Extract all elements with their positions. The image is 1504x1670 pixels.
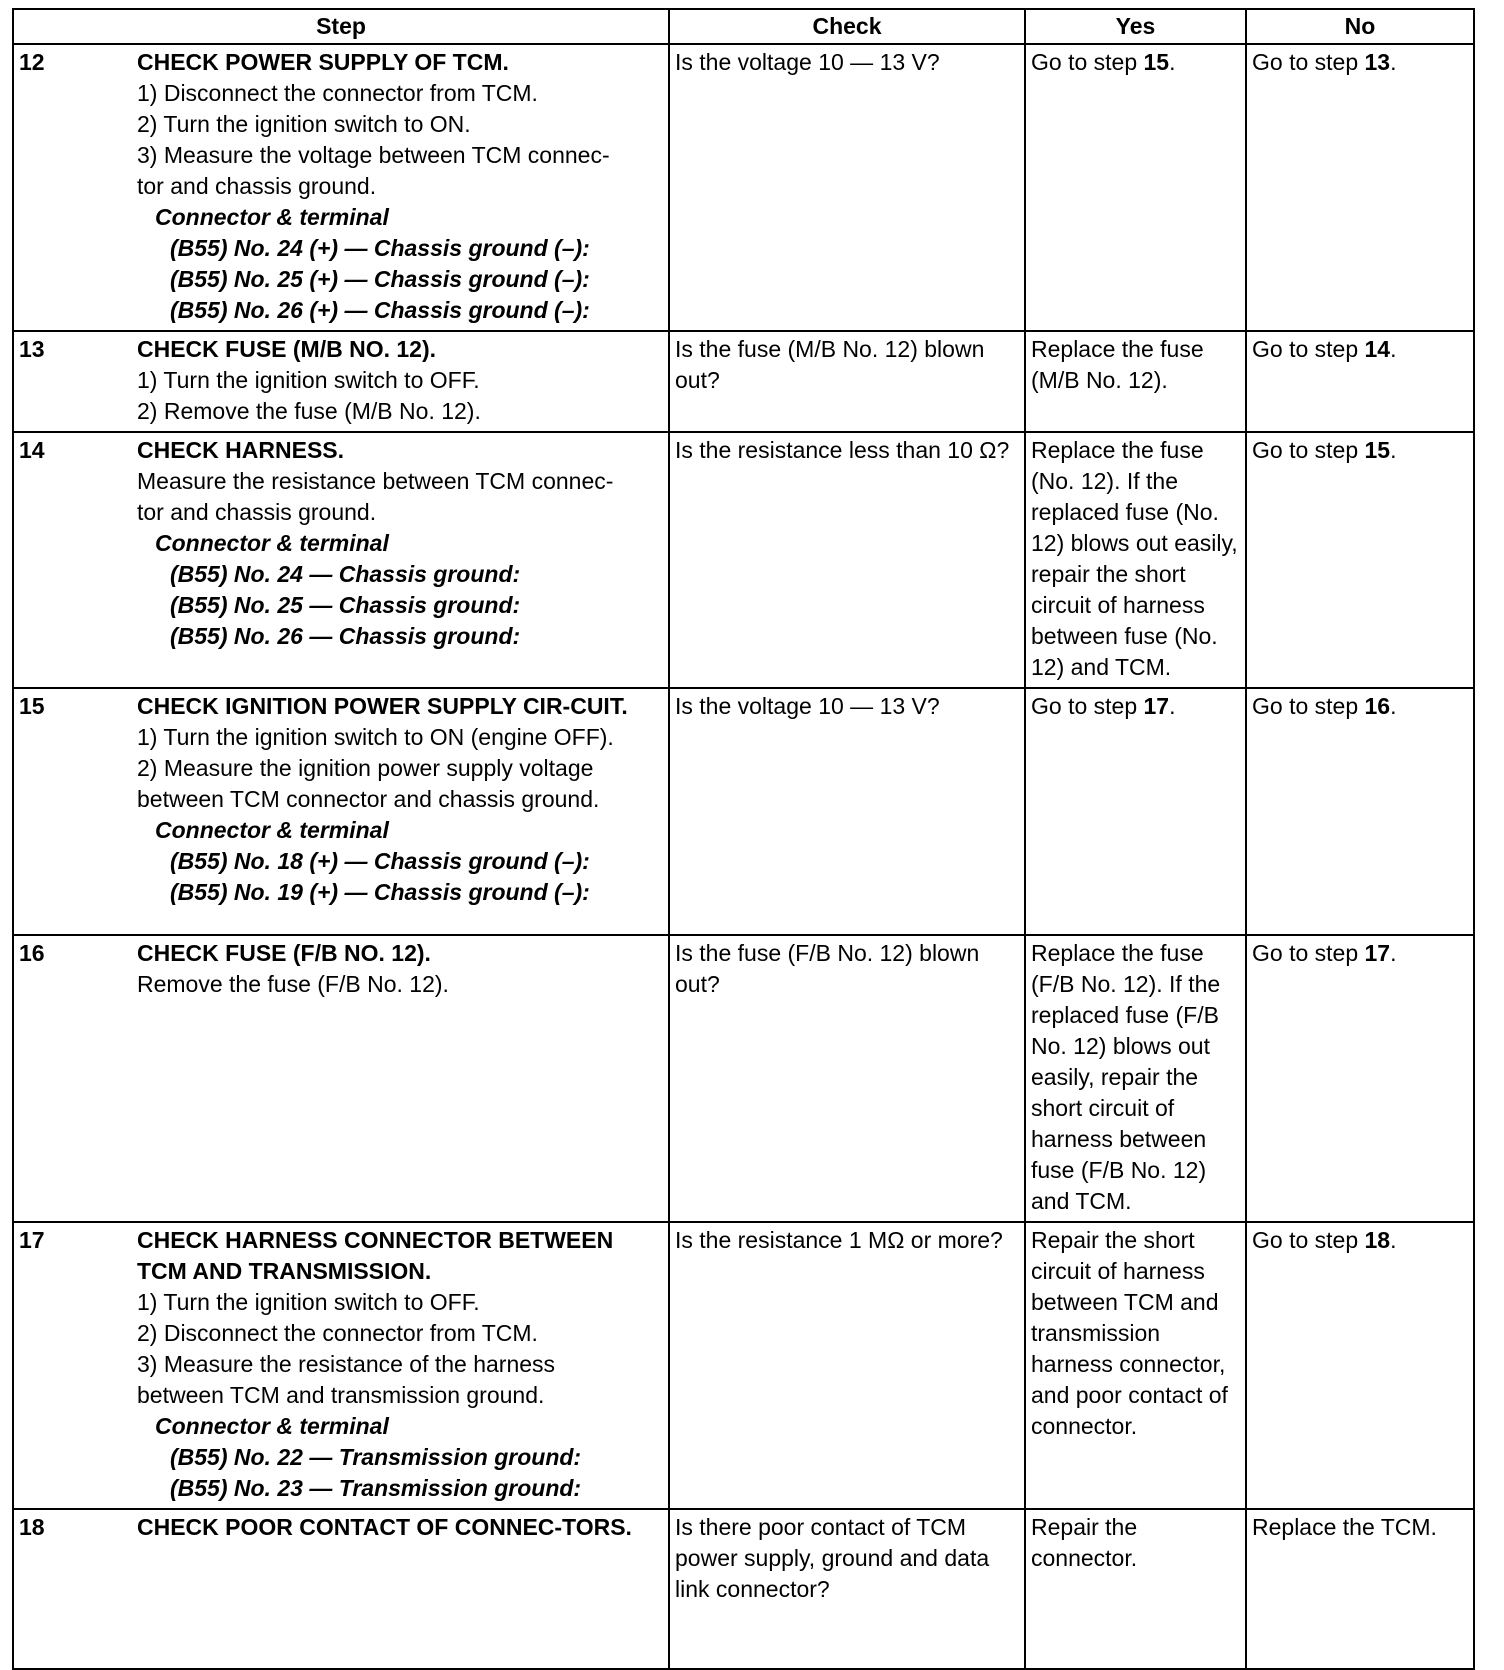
step-line: tor and chassis ground.	[137, 173, 377, 199]
step-line: Remove the fuse (F/B No. 12).	[137, 971, 449, 997]
goto-step: 13	[1364, 49, 1391, 75]
no-cell	[1246, 935, 1474, 1222]
step-line: tor and chassis ground.	[137, 499, 377, 525]
goto-tail: .	[1390, 1227, 1397, 1253]
table-row	[13, 331, 1474, 432]
terminal-spec: (B55) No. 19 (+) — Chassis ground (–):	[170, 879, 590, 905]
yes-cell: Replace the fuse (M/B No. 12).	[1025, 331, 1246, 432]
goto-tail: .	[1169, 49, 1176, 75]
check-cell: Is there poor contact of TCM power supply, ground and data link connector?	[669, 1509, 1025, 1669]
no-cell	[1246, 432, 1474, 688]
step-cell	[13, 1509, 669, 1669]
yes-cell: Repair the connector.	[1025, 1509, 1246, 1669]
terminal-spec: (B55) No. 24 (+) — Chassis ground (–):	[170, 235, 590, 261]
connector-terminal-heading: Connector & terminal	[155, 204, 389, 230]
check-cell: Is the fuse (M/B No. 12) blown out?	[669, 331, 1025, 432]
connector-terminal-heading: Connector & terminal	[155, 1413, 389, 1439]
yes-cell	[1025, 688, 1246, 935]
step-line: 2) Disconnect the connector from TCM.	[137, 1320, 538, 1346]
step-number: 12	[19, 49, 45, 75]
diagnostic-table	[12, 8, 1475, 1670]
yes-cell	[1025, 44, 1246, 331]
goto-tail: .	[1390, 940, 1397, 966]
goto-text: Go to step	[1252, 1227, 1365, 1253]
no-cell	[1246, 331, 1474, 432]
step-title: CHECK HARNESS CONNECTOR BETWEEN TCM AND TRANSMISSION.	[137, 1227, 614, 1284]
step-number: 18	[19, 1514, 45, 1540]
step-line: between TCM connector and chassis ground.	[137, 786, 600, 812]
header-yes: Yes	[1025, 9, 1246, 44]
step-title: CHECK FUSE (F/B NO. 12).	[137, 940, 431, 966]
table-row	[13, 1509, 1474, 1669]
step-title: CHECK FUSE (M/B NO. 12).	[137, 336, 437, 362]
yes-cell: Repair the short circuit of harness between TCM and transmission harness connector, and poor contact of connector.	[1025, 1222, 1246, 1509]
goto-tail: .	[1169, 693, 1176, 719]
yes-cell: Replace the fuse (No. 12). If the replaced fuse (No. 12) blows out easily, repair the short circuit of harness between fuse (No. 12) and TCM.	[1025, 432, 1246, 688]
header-no: No	[1246, 9, 1474, 44]
step-line: 1) Turn the ignition switch to OFF.	[137, 367, 480, 393]
goto-step: 17	[1364, 940, 1391, 966]
connector-terminal-heading: Connector & terminal	[155, 817, 389, 843]
step-number: 14	[19, 437, 45, 463]
step-title: CHECK IGNITION POWER SUPPLY CIR-CUIT.	[137, 693, 628, 719]
goto-tail: .	[1390, 693, 1397, 719]
terminal-spec: (B55) No. 24 — Chassis ground:	[170, 561, 521, 587]
goto-text: Go to step	[1252, 940, 1365, 966]
goto-tail: .	[1390, 49, 1397, 75]
table-row	[13, 432, 1474, 688]
terminal-spec: (B55) No. 26 (+) — Chassis ground (–):	[170, 297, 590, 323]
step-number: 17	[19, 1227, 45, 1253]
step-number: 13	[19, 336, 45, 362]
terminal-spec: (B55) No. 25 (+) — Chassis ground (–):	[170, 266, 590, 292]
step-line: Measure the resistance between TCM connec-	[137, 468, 614, 494]
check-cell: Is the voltage 10 — 13 V?	[669, 688, 1025, 935]
check-cell: Is the resistance less than 10 Ω?	[669, 432, 1025, 688]
header-step: Step	[13, 9, 669, 44]
step-number: 16	[19, 940, 45, 966]
step-title: CHECK HARNESS.	[137, 437, 345, 463]
step-line: between TCM and transmission ground.	[137, 1382, 545, 1408]
terminal-spec: (B55) No. 26 — Chassis ground:	[170, 623, 521, 649]
header-check: Check	[669, 9, 1025, 44]
table-row	[13, 1222, 1474, 1509]
step-line: 1) Turn the ignition switch to OFF.	[137, 1289, 480, 1315]
no-cell: Replace the TCM.	[1246, 1509, 1474, 1669]
no-cell	[1246, 1222, 1474, 1509]
goto-step: 18	[1364, 1227, 1391, 1253]
step-line: 2) Remove the fuse (M/B No. 12).	[137, 398, 481, 424]
yes-cell: Replace the fuse (F/B No. 12). If the replaced fuse (F/B No. 12) blows out easily, repair the short circuit of harness between fuse (F/B No. 12) and TCM.	[1025, 935, 1246, 1222]
connector-terminal-heading: Connector & terminal	[155, 530, 389, 556]
goto-step: 16	[1364, 693, 1391, 719]
goto-text: Go to step	[1252, 693, 1365, 719]
step-line: 2) Turn the ignition switch to ON.	[137, 111, 471, 137]
step-number: 15	[19, 693, 45, 719]
table-row	[13, 935, 1474, 1222]
goto-step: 15	[1364, 437, 1391, 463]
step-line: 2) Measure the ignition power supply voltage	[137, 755, 594, 781]
goto-text: Go to step	[1252, 336, 1365, 362]
check-cell: Is the voltage 10 — 13 V?	[669, 44, 1025, 331]
check-cell: Is the fuse (F/B No. 12) blown out?	[669, 935, 1025, 1222]
goto-text: Go to step	[1031, 49, 1144, 75]
step-title: CHECK POWER SUPPLY OF TCM.	[137, 49, 509, 75]
goto-tail: .	[1390, 437, 1397, 463]
step-line: 1) Disconnect the connector from TCM.	[137, 80, 538, 106]
goto-text: Go to step	[1252, 49, 1365, 75]
goto-step: 15	[1143, 49, 1170, 75]
terminal-spec: (B55) No. 23 — Transmission ground:	[170, 1475, 582, 1501]
header-row	[13, 9, 1474, 44]
table-row	[13, 688, 1474, 935]
step-cell	[13, 432, 669, 688]
no-cell	[1246, 44, 1474, 331]
step-line: 3) Measure the voltage between TCM connec-	[137, 142, 610, 168]
terminal-spec: (B55) No. 22 — Transmission ground:	[170, 1444, 582, 1470]
step-cell	[13, 935, 669, 1222]
step-line: 1) Turn the ignition switch to ON (engine OFF).	[137, 724, 614, 750]
terminal-spec: (B55) No. 18 (+) — Chassis ground (–):	[170, 848, 590, 874]
goto-text: Go to step	[1252, 437, 1365, 463]
check-cell: Is the resistance 1 MΩ or more?	[669, 1222, 1025, 1509]
no-cell	[1246, 688, 1474, 935]
step-cell	[13, 44, 669, 331]
terminal-spec: (B55) No. 25 — Chassis ground:	[170, 592, 521, 618]
goto-text: Go to step	[1031, 693, 1144, 719]
step-cell	[13, 331, 669, 432]
step-line: 3) Measure the resistance of the harness	[137, 1351, 556, 1377]
goto-step: 14	[1364, 336, 1391, 362]
goto-step: 17	[1143, 693, 1170, 719]
step-cell	[13, 1222, 669, 1509]
goto-tail: .	[1390, 336, 1397, 362]
step-title: CHECK POOR CONTACT OF CONNEC-TORS.	[137, 1514, 632, 1540]
table-row	[13, 44, 1474, 331]
step-cell	[13, 688, 669, 935]
